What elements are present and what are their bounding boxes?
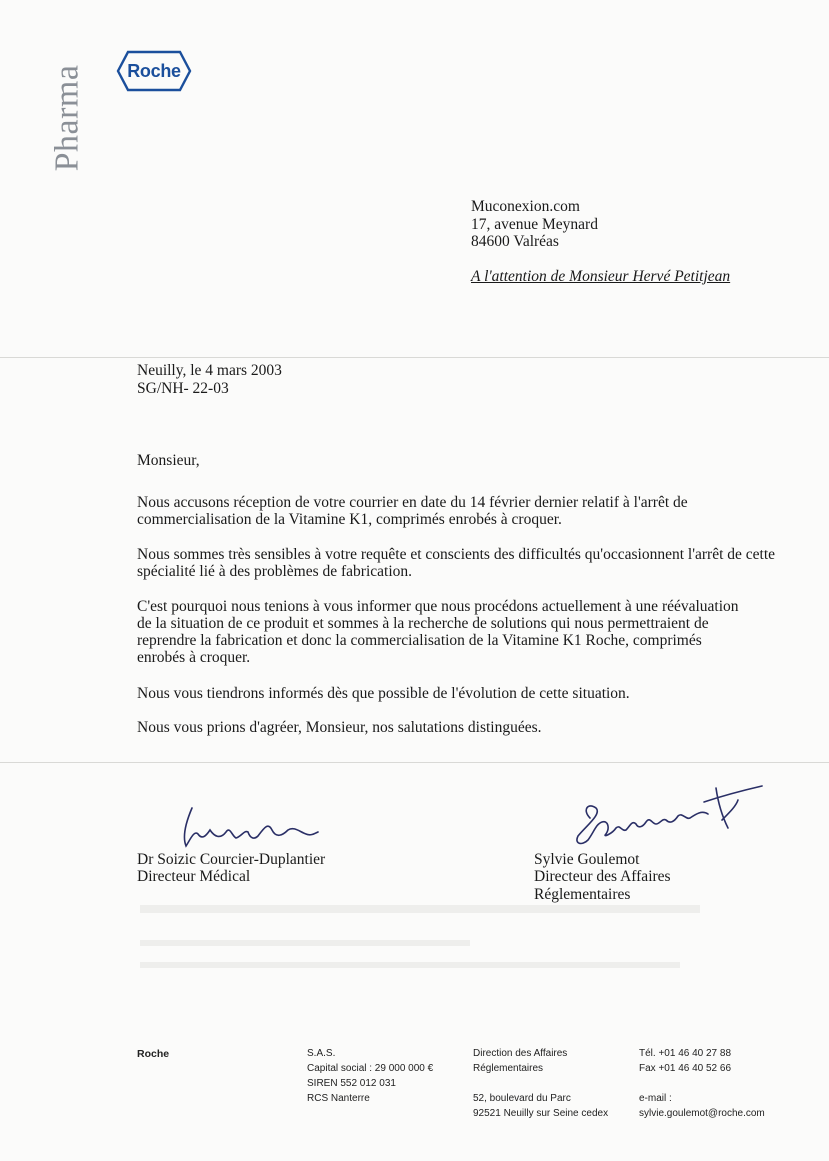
footer-address-2: 92521 Neuilly sur Seine cedex bbox=[473, 1108, 609, 1119]
fold-line-bottom bbox=[0, 762, 829, 763]
faded-text-artifact bbox=[140, 962, 680, 968]
left-signatory-title: Directeur Médical bbox=[137, 868, 251, 885]
roche-logo bbox=[116, 50, 192, 92]
attention-line: A l'attention de Monsieur Hervé Petitjean bbox=[471, 268, 731, 285]
paragraph-1: Nous accusons réception de votre courrier en date du 14 février dernier relatif à l'arrêt de commercialisation de la Vitamine K1, comprimés enrobés à croquer. bbox=[137, 494, 688, 528]
paragraph-4: Nous vous tiendrons informés dès que possible de l'évolution de cette situation. bbox=[137, 685, 630, 702]
roche-logo-text: Roche bbox=[127, 60, 181, 81]
recipient-city: 84600 Valréas bbox=[471, 233, 559, 250]
footer-company-form: S.A.S. bbox=[307, 1048, 336, 1059]
footer-department-1: Direction des Affaires bbox=[473, 1048, 568, 1059]
recipient-street: 17, avenue Meynard bbox=[471, 216, 598, 233]
paragraph-3: C'est pourquoi nous tenions à vous informer que nous procédons actuellement à une réévaluation de la situation de ce produit et sommes à la recherche de solutions qui nous permettraient de reprendre la fabrication et donc la commercialisation de la Vitamine K1 Roche, comprimés enrobés à croquer. bbox=[137, 598, 739, 666]
signature-left bbox=[172, 800, 322, 852]
left-signatory-name: Dr Soizic Courcier-Duplantier bbox=[137, 851, 326, 868]
footer-phone: Tél. +01 46 40 27 88 bbox=[639, 1048, 732, 1059]
faded-text-artifact bbox=[140, 905, 700, 913]
footer-siren: SIREN 552 012 031 bbox=[307, 1078, 396, 1089]
paragraph-5: Nous vous prions d'agréer, Monsieur, nos salutations distinguées. bbox=[137, 719, 542, 736]
right-signatory-title-1: Directeur des Affaires bbox=[534, 868, 671, 885]
footer-fax: Fax +01 46 40 52 66 bbox=[639, 1063, 732, 1074]
footer-capital: Capital social : 29 000 000 € bbox=[307, 1063, 434, 1074]
footer-email-label: e-mail : bbox=[639, 1093, 672, 1104]
pharma-vertical-label: Pharma bbox=[48, 64, 86, 171]
footer-email-link[interactable]: sylvie.goulemot@roche.com bbox=[639, 1108, 765, 1119]
footer-address-1: 52, boulevard du Parc bbox=[473, 1093, 571, 1104]
reference: SG/NH- 22-03 bbox=[137, 380, 229, 397]
right-signatory-title-2: Réglementaires bbox=[534, 886, 631, 903]
signature-right bbox=[566, 780, 766, 850]
footer-brand: Roche bbox=[137, 1048, 170, 1060]
fold-line-top bbox=[0, 357, 829, 358]
recipient-company: Muconexion.com bbox=[471, 198, 580, 215]
footer-department-2: Réglementaires bbox=[473, 1063, 544, 1074]
faded-text-artifact bbox=[140, 940, 470, 946]
place-date: Neuilly, le 4 mars 2003 bbox=[137, 362, 282, 379]
paragraph-2: Nous sommes très sensibles à votre requête et conscients des difficultés qu'occasionnent l'arrêt de cette spécialité lié à des problèmes de fabrication. bbox=[137, 546, 776, 580]
salutation: Monsieur, bbox=[137, 452, 200, 469]
footer-rcs: RCS Nanterre bbox=[307, 1093, 370, 1104]
right-signatory-name: Sylvie Goulemot bbox=[534, 851, 640, 868]
